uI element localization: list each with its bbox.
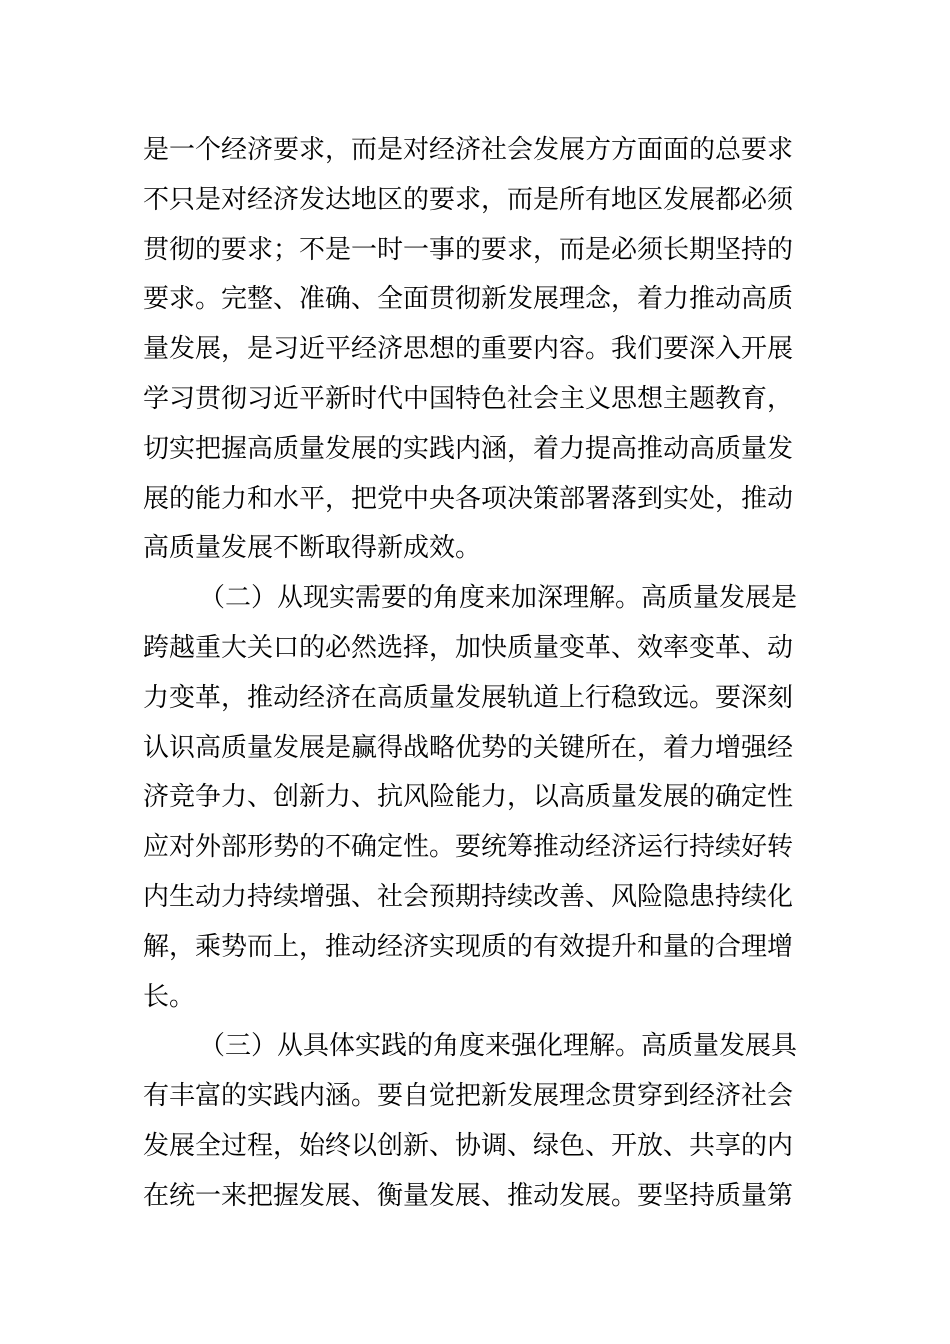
- text-line: 有丰富的实践内涵。要自觉把新发展理念贯穿到经济社会: [143, 1081, 794, 1112]
- text-line: 济竞争力、创新力、抗风险能力，以高质量发展的确定性: [143, 782, 794, 813]
- text-line: 学习贯彻习近平新时代中国特色社会主义思想主题教育，: [143, 383, 794, 414]
- text-line: 发展全过程，始终以创新、协调、绿色、开放、共享的内: [143, 1130, 794, 1161]
- document-body: [143, 126, 807, 1222]
- text-line: 应对外部形势的不确定性。要统筹推动经济运行持续好转: [143, 832, 794, 863]
- section-heading-line: （二）从现实需要的角度来加深理解。高质量发展是: [199, 583, 798, 614]
- text-line: 展的能力和水平，把党中央各项决策部署落到实处，推动: [143, 483, 794, 514]
- text-line: 长。: [143, 981, 196, 1012]
- text-line: 高质量发展不断取得新成效。: [143, 533, 482, 564]
- text-line: 切实把握高质量发展的实践内涵，着力提高推动高质量发: [143, 433, 794, 464]
- text-line: 认识高质量发展是赢得战略优势的关键所在，着力增强经: [143, 732, 794, 763]
- text-line: 量发展，是习近平经济思想的重要内容。我们要深入开展: [143, 334, 794, 365]
- text-line: 解，乘势而上，推动经济实现质的有效提升和量的合理增: [143, 931, 794, 962]
- text-line: 力变革，推动经济在高质量发展轨道上行稳致远。要深刻: [143, 682, 794, 713]
- text-line: 贯彻的要求；不是一时一事的要求，而是必须长期坚持的: [143, 234, 794, 265]
- text-line: 在统一来把握发展、衡量发展、推动发展。要坚持质量第: [143, 1180, 794, 1211]
- section-heading-line: （三）从具体实践的角度来强化理解。高质量发展具: [199, 1031, 798, 1062]
- text-line: 内生动力持续增强、社会预期持续改善、风险隐患持续化: [143, 881, 794, 912]
- text-line: 是一个经济要求，而是对经济社会发展方方面面的总要求: [143, 135, 794, 165]
- text-line: 要求。完整、准确、全面贯彻新发展理念，着力推动高质: [143, 284, 794, 315]
- text-line: 跨越重大关口的必然选择，加快质量变革、效率变革、动: [143, 632, 794, 663]
- text-line: 不只是对经济发达地区的要求，而是所有地区发展都必须: [143, 184, 794, 215]
